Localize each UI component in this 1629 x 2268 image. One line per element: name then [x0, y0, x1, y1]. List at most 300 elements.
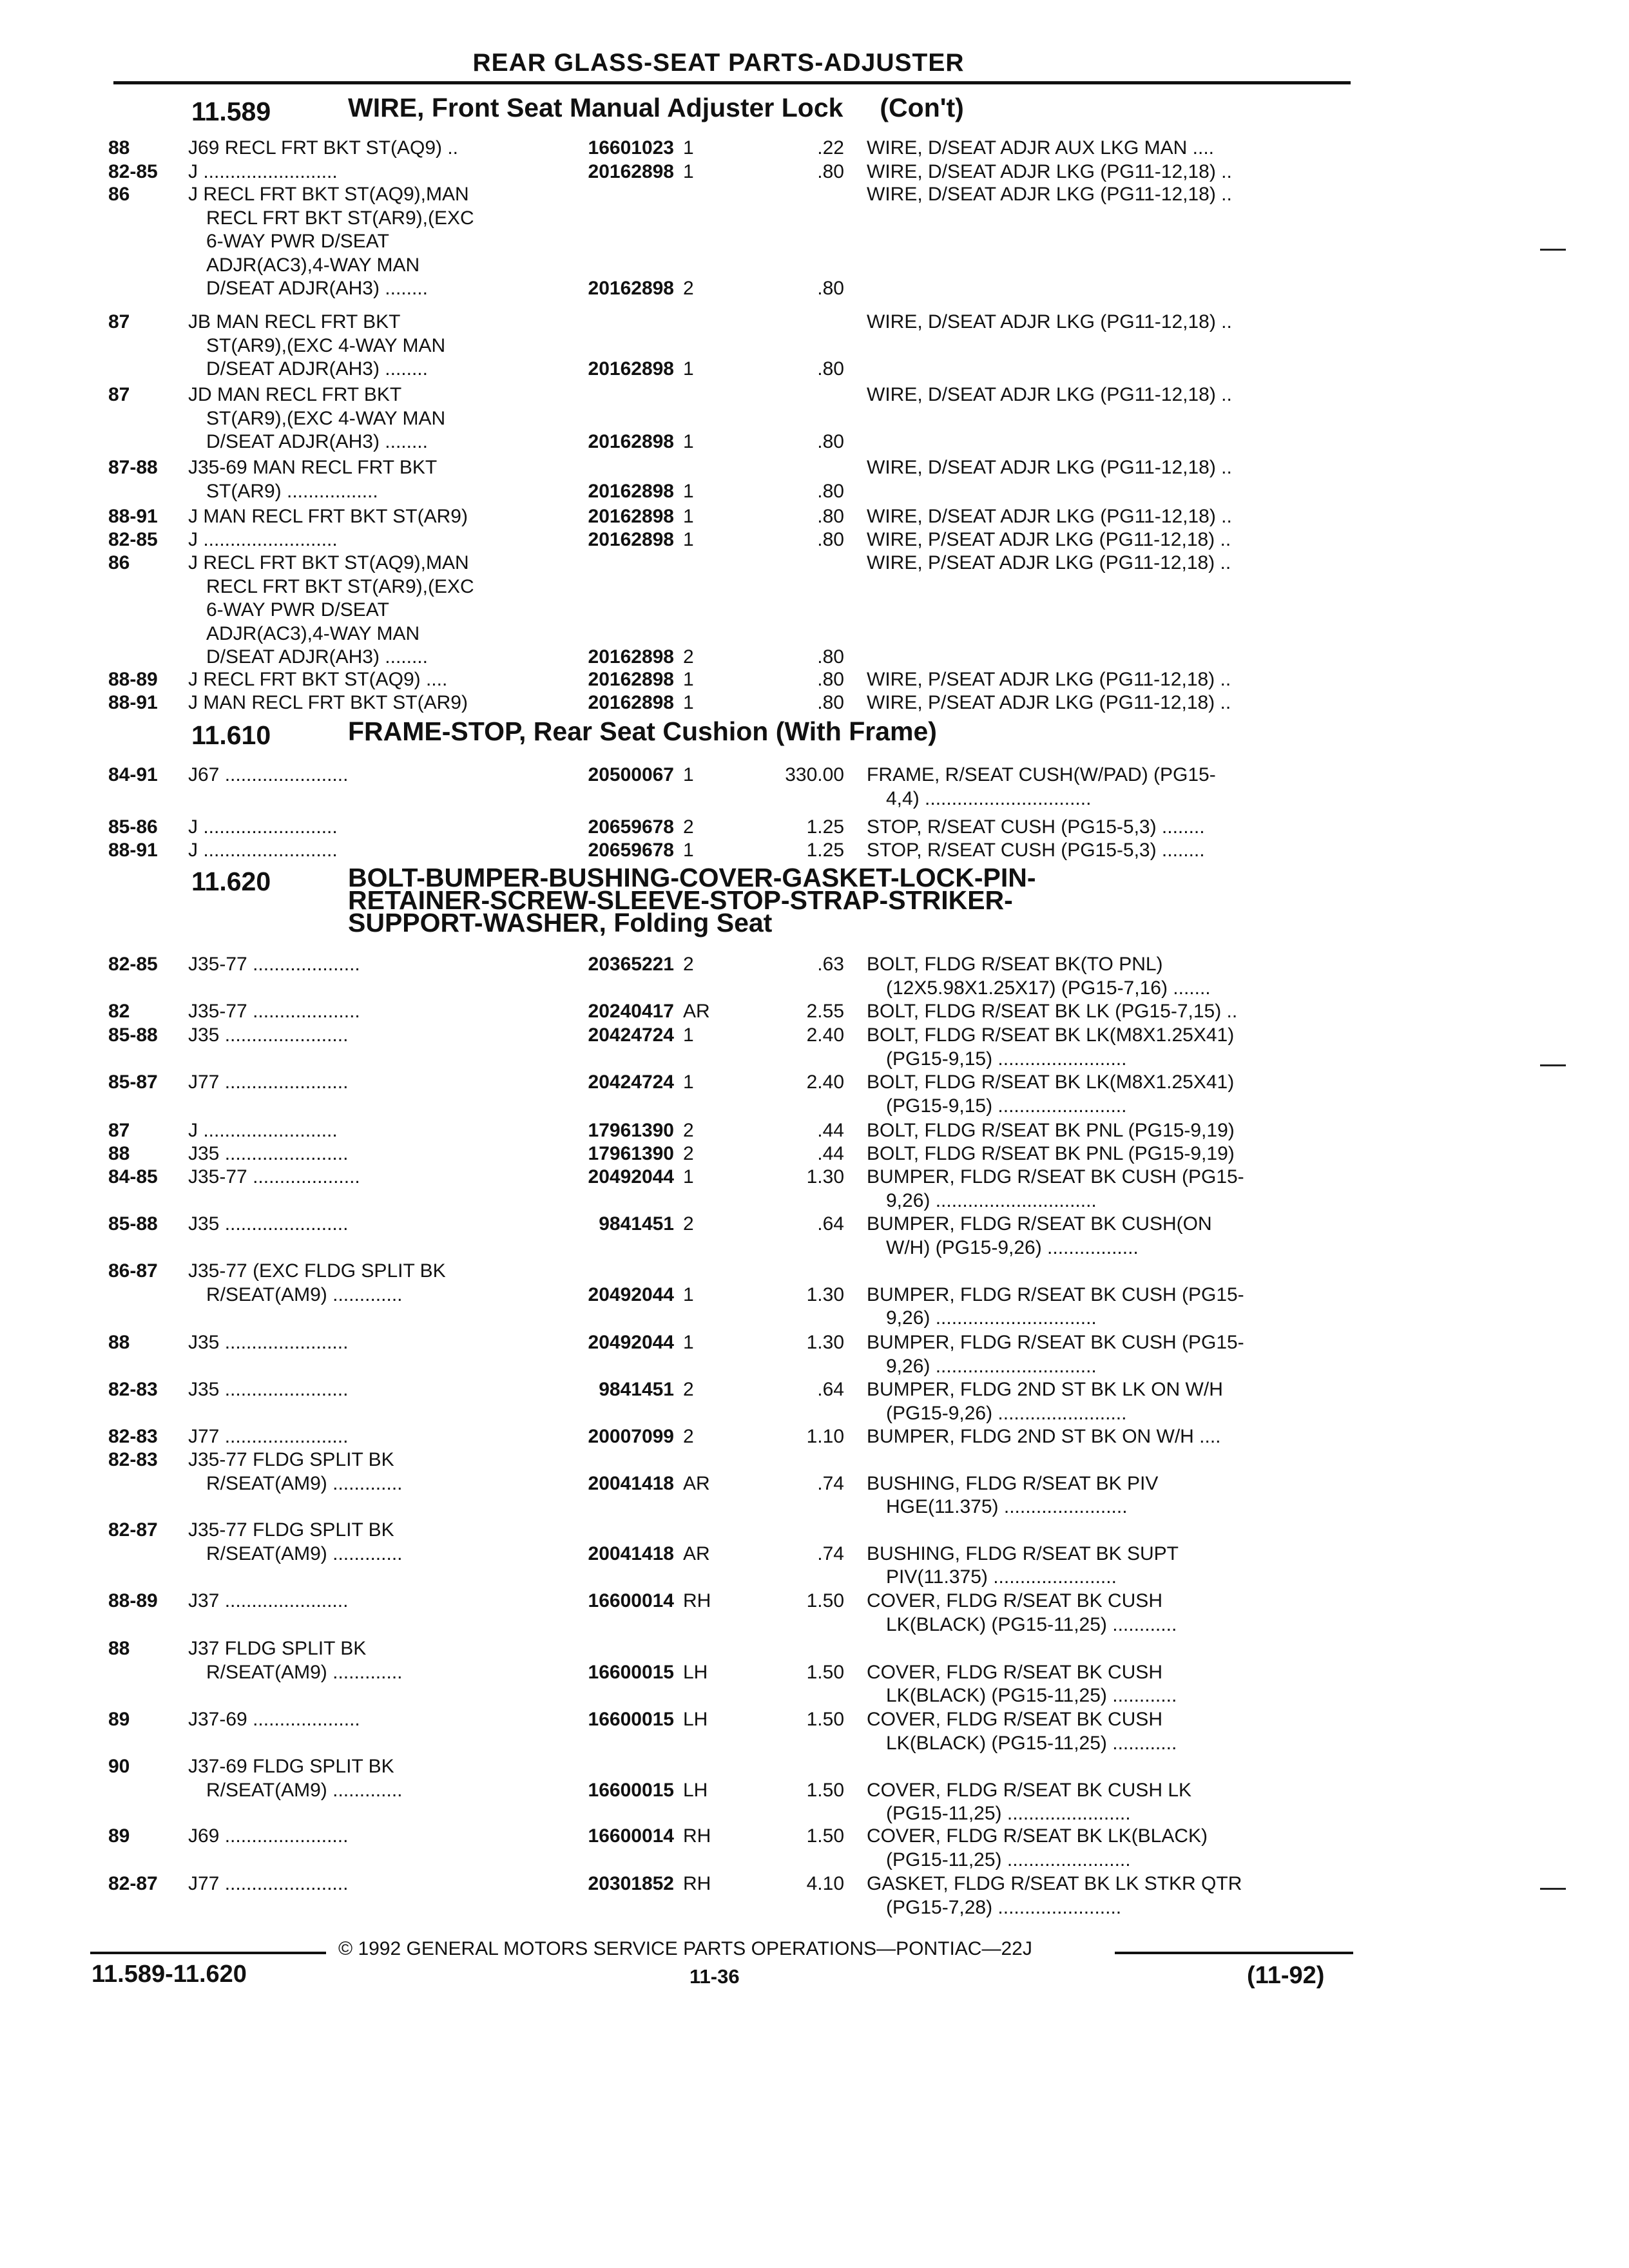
price: 2.40	[806, 1024, 844, 1046]
part-number: 20162898	[588, 506, 674, 527]
part-number: 17961390	[588, 1120, 674, 1141]
price: .44	[817, 1120, 844, 1141]
catalog-description	[867, 1755, 1350, 1826]
application-description	[188, 1024, 536, 1048]
catalog-description-line: W/H) (PG15-9,26) .................	[886, 1236, 1139, 1258]
quantity: 1	[683, 692, 694, 713]
catalog-description-line: WIRE, D/SEAT ADJR LKG (PG11-12,18) ..	[867, 384, 1232, 405]
application-description	[188, 456, 536, 503]
catalog-description	[867, 1071, 1350, 1118]
catalog-description-line: BOLT, FLDG R/SEAT BK LK(M8X1.25X41)	[867, 1024, 1235, 1046]
model-years: 85-87	[108, 1072, 158, 1093]
price: .44	[817, 1143, 844, 1164]
section-title	[348, 716, 937, 746]
description-line: J .........................	[188, 1120, 338, 1141]
description-line: J35 .......................	[188, 1379, 349, 1400]
catalog-description-line: COVER, FLDG R/SEAT BK CUSH LK	[867, 1779, 1192, 1801]
price: .80	[817, 278, 844, 299]
catalog-description-line: WIRE, P/SEAT ADJR LKG (PG11-12,18) ..	[867, 529, 1231, 550]
catalog-description-line: WIRE, D/SEAT ADJR LKG (PG11-12,18) ..	[867, 506, 1232, 527]
part-number: 20007099	[588, 1426, 674, 1447]
quantity: 1	[683, 358, 694, 380]
quantity: 2	[683, 1213, 694, 1235]
description-line: J35 .......................	[188, 1213, 349, 1235]
page-title: REAR GLASS-SEAT PARTS-ADJUSTER	[472, 49, 965, 77]
description-line: R/SEAT(AM9) .............	[206, 1542, 403, 1564]
description-line: JB MAN RECL FRT BKT	[188, 311, 401, 332]
part-number: 20500067	[588, 764, 674, 785]
price: .80	[817, 669, 844, 690]
price: 1.25	[806, 816, 844, 838]
part-number: 20492044	[588, 1332, 674, 1353]
header-rule	[113, 81, 1351, 84]
part-number: 20424724	[588, 1024, 674, 1046]
application-description	[188, 1260, 536, 1307]
application-description	[188, 1166, 536, 1189]
model-years: 82-85	[108, 954, 158, 975]
price: .80	[817, 692, 844, 713]
catalog-description-line: WIRE, P/SEAT ADJR LKG (PG11-12,18) ..	[867, 669, 1231, 690]
footer-copyright: © 1992 GENERAL MOTORS SERVICE PARTS OPERATIONS—PONTIAC—22J	[338, 1938, 1032, 1959]
model-years: 88	[108, 1143, 130, 1164]
model-years: 85-88	[108, 1213, 158, 1235]
description-line: J .........................	[188, 816, 338, 838]
application-description	[188, 1519, 536, 1566]
part-number: 20162898	[588, 278, 674, 299]
quantity: 1	[683, 1072, 694, 1093]
price: 1.50	[806, 1661, 844, 1683]
catalog-description-line: (PG15-11,25) .......................	[886, 1803, 1131, 1824]
description-line: ST(AR9) .................	[206, 480, 378, 502]
part-number: 20162898	[588, 358, 674, 380]
quantity: 1	[683, 1283, 694, 1305]
part-number: 20041418	[588, 1542, 674, 1564]
price: .64	[817, 1213, 844, 1235]
margin-mark	[1540, 249, 1566, 251]
catalog-description-line: PIV(11.375) .......................	[886, 1566, 1117, 1588]
catalog-description	[867, 1331, 1350, 1378]
catalog-description	[867, 552, 1350, 575]
catalog-description-line: BOLT, FLDG R/SEAT BK PNL (PG15-9,19)	[867, 1120, 1235, 1141]
model-years: 88	[108, 1638, 130, 1659]
part-number: 20365221	[588, 954, 674, 975]
description-line: J35 .......................	[188, 1143, 349, 1164]
catalog-description-line: STOP, R/SEAT CUSH (PG15-5,3) ........	[867, 840, 1205, 861]
price: 1.30	[806, 1283, 844, 1305]
application-description	[188, 1637, 536, 1684]
application-description	[188, 1425, 536, 1449]
description-line: J35-77 (EXC FLDG SPLIT BK	[188, 1260, 446, 1282]
application-description	[188, 1755, 536, 1802]
description-line: ADJR(AC3),4-WAY MAN	[206, 254, 420, 276]
catalog-description-line: WIRE, P/SEAT ADJR LKG (PG11-12,18) ..	[867, 692, 1231, 713]
section-title-line: SUPPORT-WASHER, Folding Seat	[348, 908, 773, 937]
quantity: 2	[683, 1426, 694, 1447]
quantity: 1	[683, 764, 694, 785]
catalog-description	[867, 456, 1350, 480]
description-line: J37-69 FLDG SPLIT BK	[188, 1756, 394, 1777]
description-line: J69 .......................	[188, 1825, 349, 1847]
description-line: ADJR(AC3),4-WAY MAN	[206, 622, 420, 644]
catalog-description	[867, 839, 1350, 863]
description-line: RECL FRT BKT ST(AR9),(EXC	[206, 575, 474, 597]
description-line: 6-WAY PWR D/SEAT	[206, 599, 389, 620]
description-line: J77 .......................	[188, 1426, 349, 1447]
price: .80	[817, 506, 844, 527]
description-line: RECL FRT BKT ST(AR9),(EXC	[206, 207, 474, 229]
catalog-description	[867, 1142, 1350, 1166]
price: 2.40	[806, 1072, 844, 1093]
catalog-description	[867, 1519, 1350, 1590]
catalog-description	[867, 1378, 1350, 1425]
part-number: 16600014	[588, 1590, 674, 1611]
model-years: 86	[108, 184, 130, 205]
part-number: 16600015	[588, 1709, 674, 1730]
price: 1.30	[806, 1166, 844, 1187]
catalog-description	[867, 137, 1350, 160]
quantity: RH	[683, 1825, 711, 1847]
quantity: 1	[683, 161, 694, 182]
catalog-description-line: 4,4) ...............................	[886, 787, 1092, 809]
quantity: 1	[683, 137, 694, 159]
price: 1.30	[806, 1332, 844, 1353]
description-line: J37 FLDG SPLIT BK	[188, 1638, 367, 1659]
description-line: ST(AR9),(EXC 4-WAY MAN	[206, 407, 446, 429]
description-line: J .........................	[188, 529, 338, 550]
model-years: 86-87	[108, 1260, 158, 1282]
quantity: AR	[683, 1001, 710, 1022]
part-number: 20041418	[588, 1472, 674, 1494]
price: .80	[817, 480, 844, 502]
catalog-description-line: BUMPER, FLDG R/SEAT BK CUSH(ON	[867, 1213, 1212, 1235]
part-number: 20301852	[588, 1873, 674, 1894]
catalog-description	[867, 1872, 1350, 1919]
section-title-line: RETAINER-SCREW-SLEEVE-STOP-STRAP-STRIKER-	[348, 885, 1013, 915]
catalog-description-line: BOLT, FLDG R/SEAT BK(TO PNL)	[867, 954, 1163, 975]
catalog-description-line	[867, 1448, 1350, 1472]
catalog-description-line: BUMPER, FLDG 2ND ST BK LK ON W/H	[867, 1379, 1223, 1400]
part-number: 20162898	[588, 480, 674, 502]
description-line: J37 .......................	[188, 1590, 349, 1611]
catalog-description-line	[867, 1519, 1350, 1542]
application-description	[188, 528, 536, 552]
catalog-description-line: BUSHING, FLDG R/SEAT BK PIV	[867, 1472, 1159, 1494]
part-number: 17961390	[588, 1143, 674, 1164]
part-number: 20162898	[588, 431, 674, 452]
footer-section-range: 11.589-11.620	[92, 1961, 247, 1988]
section-number: 11.620	[191, 867, 271, 896]
catalog-description-line: 9,26) ..............................	[886, 1307, 1097, 1329]
catalog-description-line: WIRE, D/SEAT ADJR AUX LKG MAN ....	[867, 137, 1215, 159]
catalog-description-line: LK(BLACK) (PG15-11,25) ............	[886, 1613, 1177, 1635]
description-line: J35-77 ....................	[188, 954, 360, 975]
model-years: 90	[108, 1756, 130, 1777]
description-line: J35 .......................	[188, 1332, 349, 1353]
quantity: LH	[683, 1709, 708, 1730]
quantity: LH	[683, 1779, 708, 1801]
catalog-description-line: (PG15-9,15) ........................	[886, 1048, 1127, 1070]
catalog-description-line: WIRE, D/SEAT ADJR LKG (PG11-12,18) ..	[867, 161, 1232, 182]
model-years: 87-88	[108, 457, 158, 478]
model-years: 88-89	[108, 1590, 158, 1611]
application-description	[188, 160, 536, 184]
catalog-description-line: LK(BLACK) (PG15-11,25) ............	[886, 1685, 1177, 1706]
catalog-description	[867, 505, 1350, 529]
catalog-description	[867, 1166, 1350, 1213]
quantity: 1	[683, 480, 694, 502]
catalog-description-line: STOP, R/SEAT CUSH (PG15-5,3) ........	[867, 816, 1205, 838]
catalog-description-line: 9,26) ..............................	[886, 1355, 1097, 1377]
footer-rule-right	[1115, 1952, 1353, 1954]
price: .80	[817, 358, 844, 380]
catalog-description-line: (PG15-9,15) ........................	[886, 1095, 1127, 1117]
catalog-description-line: COVER, FLDG R/SEAT BK CUSH	[867, 1709, 1162, 1730]
description-line: R/SEAT(AM9) .............	[206, 1472, 403, 1494]
catalog-description-line: WIRE, D/SEAT ADJR LKG (PG11-12,18) ..	[867, 457, 1232, 478]
application-description	[188, 137, 536, 160]
part-number: 16600015	[588, 1661, 674, 1683]
catalog-description-line	[867, 1260, 1350, 1283]
application-description	[188, 691, 536, 715]
description-line: J35-77 FLDG SPLIT BK	[188, 1449, 394, 1470]
section-title-line: FRAME-STOP, Rear Seat Cushion (With Frame)	[348, 716, 937, 746]
catalog-description	[867, 1637, 1350, 1708]
part-number: 20492044	[588, 1166, 674, 1187]
catalog-description	[867, 668, 1350, 692]
description-line: D/SEAT ADJR(AH3) ........	[206, 278, 428, 299]
price: .64	[817, 1379, 844, 1400]
catalog-description-line: (PG15-11,25) .......................	[886, 1849, 1131, 1870]
description-line: J .........................	[188, 840, 338, 861]
model-years: 84-85	[108, 1166, 158, 1187]
application-description	[188, 1590, 536, 1613]
catalog-description	[867, 1119, 1350, 1143]
application-description	[188, 1378, 536, 1402]
quantity: 1	[683, 1024, 694, 1046]
price: .22	[817, 137, 844, 159]
part-number: 16600015	[588, 1779, 674, 1801]
model-years: 84-91	[108, 764, 158, 785]
footer-rule-left	[90, 1952, 326, 1954]
application-description	[188, 1331, 536, 1355]
price: .74	[817, 1542, 844, 1564]
quantity: LH	[683, 1661, 708, 1683]
part-number: 20424724	[588, 1072, 674, 1093]
application-description	[188, 953, 536, 977]
model-years: 89	[108, 1825, 130, 1847]
model-years: 82-83	[108, 1426, 158, 1447]
application-description	[188, 1825, 536, 1849]
part-number: 20162898	[588, 692, 674, 713]
catalog-description-line	[867, 1637, 1350, 1661]
description-line: J35 .......................	[188, 1024, 349, 1046]
part-number: 16601023	[588, 137, 674, 159]
model-years: 87	[108, 1120, 130, 1141]
price: .80	[817, 431, 844, 452]
price: .80	[817, 646, 844, 668]
price: 2.55	[806, 1001, 844, 1022]
application-description	[188, 1872, 536, 1896]
description-line: J37-69 ....................	[188, 1709, 360, 1730]
section-number: 11.589	[191, 97, 271, 126]
price: 1.50	[806, 1779, 844, 1801]
catalog-description-line: BUMPER, FLDG R/SEAT BK CUSH (PG15-	[867, 1166, 1244, 1187]
quantity: RH	[683, 1873, 711, 1894]
catalog-description-line: WIRE, P/SEAT ADJR LKG (PG11-12,18) ..	[867, 552, 1231, 573]
application-description	[188, 839, 536, 863]
catalog-description	[867, 1260, 1350, 1331]
part-number: 20659678	[588, 840, 674, 861]
catalog-description	[867, 764, 1350, 811]
catalog-description-line: (PG15-7,28) .......................	[886, 1896, 1122, 1918]
application-description	[188, 1448, 536, 1495]
catalog-description	[867, 383, 1350, 407]
description-line: R/SEAT(AM9) .............	[206, 1661, 403, 1683]
quantity: 2	[683, 278, 694, 299]
catalog-description-line	[867, 1755, 1350, 1779]
description-line: D/SEAT ADJR(AH3) ........	[206, 646, 428, 668]
description-line: J35-77 ....................	[188, 1001, 360, 1022]
model-years: 82	[108, 1001, 130, 1022]
model-years: 82-85	[108, 161, 158, 182]
description-line: J RECL FRT BKT ST(AQ9) ....	[188, 669, 448, 690]
catalog-description-line: COVER, FLDG R/SEAT BK CUSH	[867, 1661, 1162, 1683]
model-years: 87	[108, 311, 130, 332]
catalog-description	[867, 183, 1350, 207]
catalog-description-line: WIRE, D/SEAT ADJR LKG (PG11-12,18) ..	[867, 311, 1232, 332]
quantity: 1	[683, 669, 694, 690]
section-title-line: WIRE, Front Seat Manual Adjuster Lock (Con't)	[348, 93, 964, 122]
price: 1.25	[806, 840, 844, 861]
model-years: 82-83	[108, 1379, 158, 1400]
part-number: 16600014	[588, 1825, 674, 1847]
catalog-description	[867, 160, 1350, 184]
model-years: 82-87	[108, 1519, 158, 1541]
part-number: 20659678	[588, 816, 674, 838]
catalog-description-line: HGE(11.375) .......................	[886, 1496, 1128, 1517]
quantity: 2	[683, 1120, 694, 1141]
description-line: J35-69 MAN RECL FRT BKT	[188, 457, 438, 478]
description-line: J RECL FRT BKT ST(AQ9),MAN	[188, 552, 469, 573]
description-line: J .........................	[188, 161, 338, 182]
catalog-description-line: WIRE, D/SEAT ADJR LKG (PG11-12,18) ..	[867, 184, 1232, 205]
catalog-description	[867, 1590, 1350, 1637]
description-line: D/SEAT ADJR(AH3) ........	[206, 431, 428, 452]
part-number: 20162898	[588, 161, 674, 182]
price: .80	[817, 529, 844, 550]
quantity: 1	[683, 529, 694, 550]
price: .80	[817, 161, 844, 182]
quantity: 2	[683, 816, 694, 838]
catalog-description	[867, 1425, 1350, 1449]
catalog-description	[867, 1000, 1350, 1024]
description-line: JD MAN RECL FRT BKT	[188, 384, 402, 405]
catalog-description-line: (PG15-9,26) ........................	[886, 1402, 1127, 1424]
section-title-line: BOLT-BUMPER-BUSHING-COVER-GASKET-LOCK-PIN-	[348, 863, 1036, 892]
quantity: 2	[683, 1379, 694, 1400]
description-line: R/SEAT(AM9) .............	[206, 1283, 403, 1305]
footer-page-number: 11-36	[689, 1965, 740, 1988]
quantity: 1	[683, 840, 694, 861]
model-years: 87	[108, 384, 130, 405]
part-number: 20240417	[588, 1001, 674, 1022]
model-years: 88-89	[108, 669, 158, 690]
application-description	[188, 311, 536, 381]
application-description	[188, 668, 536, 692]
part-number: 9841451	[599, 1213, 674, 1235]
catalog-description	[867, 1448, 1350, 1519]
description-line: J35-77 ....................	[188, 1166, 360, 1187]
quantity: 1	[683, 431, 694, 452]
description-line: J77 .......................	[188, 1072, 349, 1093]
application-description	[188, 552, 536, 669]
catalog-description-line: BUMPER, FLDG 2ND ST BK ON W/H ....	[867, 1426, 1221, 1447]
catalog-description-line: BOLT, FLDG R/SEAT BK LK (PG15-7,15) ..	[867, 1001, 1238, 1022]
price: 1.50	[806, 1709, 844, 1730]
application-description	[188, 764, 536, 787]
price: .74	[817, 1472, 844, 1494]
catalog-description	[867, 953, 1350, 1000]
application-description	[188, 1142, 536, 1166]
model-years: 82-87	[108, 1873, 158, 1894]
part-number: 20162898	[588, 646, 674, 668]
quantity: 1	[683, 1166, 694, 1187]
application-description	[188, 1000, 536, 1024]
catalog-description	[867, 816, 1350, 840]
application-description	[188, 505, 536, 529]
price: 330.00	[785, 764, 844, 785]
model-years: 88	[108, 1332, 130, 1353]
description-line: J MAN RECL FRT BKT ST(AR9)	[188, 506, 468, 527]
application-description	[188, 1119, 536, 1143]
quantity: AR	[683, 1542, 710, 1564]
catalog-description-line: BOLT, FLDG R/SEAT BK PNL (PG15-9,19)	[867, 1143, 1235, 1164]
catalog-description	[867, 311, 1350, 334]
model-years: 88-91	[108, 506, 158, 527]
description-line: R/SEAT(AM9) .............	[206, 1779, 403, 1801]
catalog-description-line: BUMPER, FLDG R/SEAT BK CUSH (PG15-	[867, 1283, 1244, 1305]
footer-edition: (11-92)	[1247, 1962, 1325, 1989]
model-years: 85-88	[108, 1024, 158, 1046]
description-line: 6-WAY PWR D/SEAT	[206, 231, 389, 252]
application-description	[188, 383, 536, 454]
part-number: 20162898	[588, 529, 674, 550]
catalog-description-line: LK(BLACK) (PG15-11,25) ............	[886, 1732, 1177, 1754]
model-years: 89	[108, 1709, 130, 1730]
application-description	[188, 1708, 536, 1732]
description-line: J MAN RECL FRT BKT ST(AR9)	[188, 692, 468, 713]
catalog-description-line: FRAME, R/SEAT CUSH(W/PAD) (PG15-	[867, 764, 1216, 785]
description-line: J77 .......................	[188, 1873, 349, 1894]
model-years: 86	[108, 552, 130, 573]
quantity: RH	[683, 1590, 711, 1611]
catalog-description-line: BUMPER, FLDG R/SEAT BK CUSH (PG15-	[867, 1332, 1244, 1353]
catalog-description-line: COVER, FLDG R/SEAT BK CUSH	[867, 1590, 1162, 1611]
catalog-description-line: BUSHING, FLDG R/SEAT BK SUPT	[867, 1542, 1179, 1564]
model-years: 88-91	[108, 692, 158, 713]
application-description	[188, 816, 536, 840]
catalog-description	[867, 1024, 1350, 1071]
margin-mark	[1540, 1064, 1566, 1066]
price: 1.50	[806, 1825, 844, 1847]
model-years: 82-85	[108, 529, 158, 550]
catalog-description	[867, 1213, 1350, 1260]
catalog-description-line: 9,26) ..............................	[886, 1189, 1097, 1211]
part-number: 20162898	[588, 669, 674, 690]
model-years: 88-91	[108, 840, 158, 861]
catalog-description	[867, 1825, 1350, 1872]
price: 4.10	[806, 1873, 844, 1894]
